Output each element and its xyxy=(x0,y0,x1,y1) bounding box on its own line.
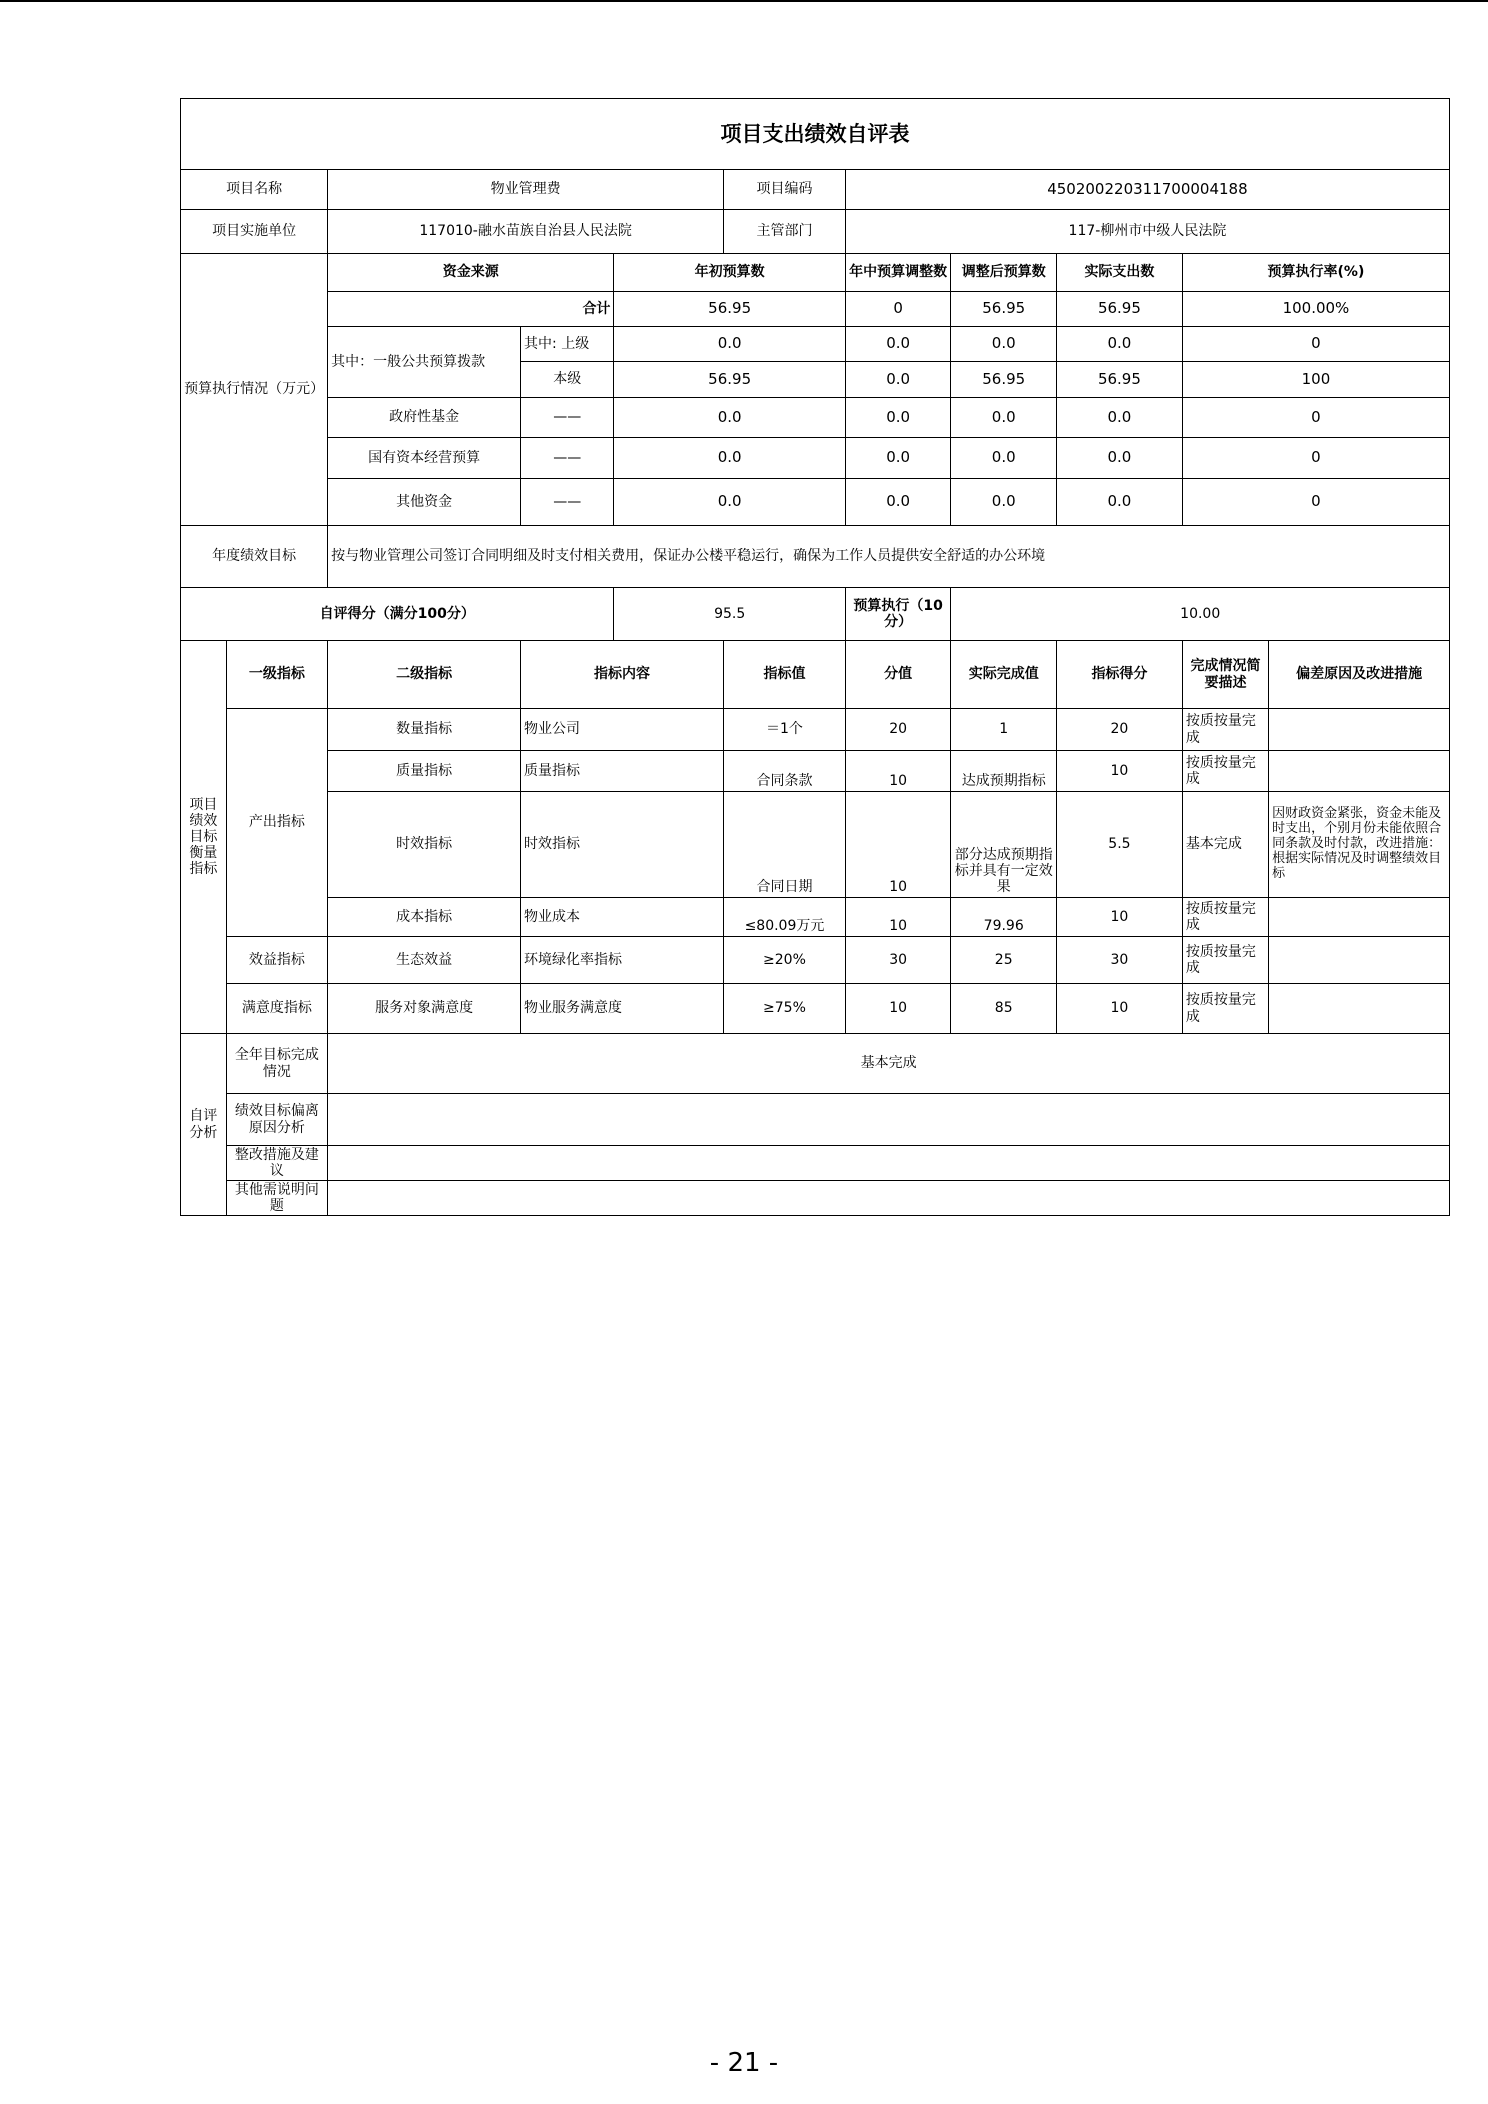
other-funds-dash: —— xyxy=(521,479,614,526)
local-actual: 56.95 xyxy=(1057,362,1183,398)
state-capital-rate: 0 xyxy=(1182,438,1449,479)
table-title: 项目支出绩效自评表 xyxy=(181,99,1450,170)
state-capital-label: 国有资本经营预算 xyxy=(328,438,521,479)
col-level2-indicator: 二级指标 xyxy=(328,641,521,709)
table-row-reason xyxy=(1269,751,1450,792)
gov-fund-adjusted: 0.0 xyxy=(951,398,1057,438)
total-label: 合计 xyxy=(328,292,614,327)
table-row-actual: 79.96 xyxy=(951,898,1057,937)
dept-value: 117-柳州市中级人民法院 xyxy=(845,210,1449,254)
deviation-value xyxy=(328,1094,1450,1146)
col-actual-expense: 实际支出数 xyxy=(1057,254,1183,292)
top-border-line xyxy=(0,0,1488,2)
gov-fund-initial: 0.0 xyxy=(614,398,845,438)
table-row-level2: 服务对象满意度 xyxy=(328,984,521,1034)
table-row-value: ≥75% xyxy=(724,984,846,1034)
table-row-desc: 按质按量完成 xyxy=(1182,751,1268,792)
table-row-score: 20 xyxy=(1057,709,1183,751)
analysis-section-label: 自评分析 xyxy=(181,1034,227,1216)
table-row-value: ≥20% xyxy=(724,937,846,984)
table-row-content: 物业成本 xyxy=(521,898,724,937)
upper-actual: 0.0 xyxy=(1057,327,1183,362)
gov-fund-rate: 0 xyxy=(1182,398,1449,438)
table-row-points: 10 xyxy=(845,898,951,937)
total-adjusted: 56.95 xyxy=(951,292,1057,327)
self-score-label: 自评得分（满分100分） xyxy=(181,588,614,641)
indicators-section-label: 项目绩效目标衡量指标 xyxy=(181,641,227,1034)
table-row-reason xyxy=(1269,898,1450,937)
state-capital-actual: 0.0 xyxy=(1057,438,1183,479)
table-row-level2: 质量指标 xyxy=(328,751,521,792)
other-funds-midyear: 0.0 xyxy=(845,479,951,526)
other-funds-label: 其他资金 xyxy=(328,479,521,526)
table-row-reason xyxy=(1269,709,1450,751)
gov-fund-dash: —— xyxy=(521,398,614,438)
table-row-content: 物业服务满意度 xyxy=(521,984,724,1034)
gov-fund-label: 政府性基金 xyxy=(328,398,521,438)
col-actual-value: 实际完成值 xyxy=(951,641,1057,709)
benefit-indicator-label: 效益指标 xyxy=(226,937,328,984)
col-indicator-score: 指标得分 xyxy=(1057,641,1183,709)
table-row-value: ＝1个 xyxy=(724,709,846,751)
gov-fund-midyear: 0.0 xyxy=(845,398,951,438)
table-row-actual: 1 xyxy=(951,709,1057,751)
total-actual: 56.95 xyxy=(1057,292,1183,327)
col-adjusted-budget: 调整后预算数 xyxy=(951,254,1057,292)
general-budget-label: 其中：一般公共预算拨款 xyxy=(328,327,521,398)
col-exec-rate: 预算执行率(%) xyxy=(1182,254,1449,292)
local-level-label: 本级 xyxy=(521,362,614,398)
impl-unit-value: 117010-融水苗族自治县人民法院 xyxy=(328,210,724,254)
local-adjusted: 56.95 xyxy=(951,362,1057,398)
upper-midyear: 0.0 xyxy=(845,327,951,362)
table-row-score: 5.5 xyxy=(1057,792,1183,898)
upper-level-label: 其中: 上级 xyxy=(521,327,614,362)
project-code-label: 项目编码 xyxy=(724,170,846,210)
project-name-value: 物业管理费 xyxy=(328,170,724,210)
rectify-value xyxy=(328,1146,1450,1181)
table-row-desc: 基本完成 xyxy=(1182,792,1268,898)
other-funds-rate: 0 xyxy=(1182,479,1449,526)
table-row-points: 10 xyxy=(845,984,951,1034)
table-row-content: 环境绿化率指标 xyxy=(521,937,724,984)
budget-section-label: 预算执行情况（万元） xyxy=(181,254,328,526)
satisfaction-indicator-label: 满意度指标 xyxy=(226,984,328,1034)
col-indicator-value: 指标值 xyxy=(724,641,846,709)
table-row-actual: 85 xyxy=(951,984,1057,1034)
table-row-reason: 因财政资金紧张，资金未能及时支出，个别月份未能依照合同条款及时付款，改进措施：根据实际情况及时调整绩效目标 xyxy=(1269,792,1450,898)
total-midyear: 0 xyxy=(845,292,951,327)
state-capital-midyear: 0.0 xyxy=(845,438,951,479)
table-row-desc: 按质按量完成 xyxy=(1182,709,1268,751)
gov-fund-actual: 0.0 xyxy=(1057,398,1183,438)
performance-self-evaluation-table xyxy=(180,98,1450,1216)
table-row-actual: 25 xyxy=(951,937,1057,984)
other-funds-adjusted: 0.0 xyxy=(951,479,1057,526)
local-rate: 100 xyxy=(1182,362,1449,398)
table-row-value: 合同日期 xyxy=(724,792,846,898)
table-row-desc: 按质按量完成 xyxy=(1182,898,1268,937)
page-number: - 21 - xyxy=(709,2048,779,2078)
total-initial: 56.95 xyxy=(614,292,845,327)
annual-goal-label: 年度绩效目标 xyxy=(181,526,328,588)
state-capital-adjusted: 0.0 xyxy=(951,438,1057,479)
table-row-value: ≤80.09万元 xyxy=(724,898,846,937)
state-capital-dash: —— xyxy=(521,438,614,479)
col-level1-indicator: 一级指标 xyxy=(226,641,328,709)
col-fund-source: 资金来源 xyxy=(328,254,614,292)
table-row-level2: 时效指标 xyxy=(328,792,521,898)
project-code-value: 450200220311700004188 xyxy=(845,170,1449,210)
table-row-desc: 按质按量完成 xyxy=(1182,984,1268,1034)
budget-exec-value: 10.00 xyxy=(951,588,1450,641)
upper-adjusted: 0.0 xyxy=(951,327,1057,362)
table-row-content: 质量指标 xyxy=(521,751,724,792)
other-funds-actual: 0.0 xyxy=(1057,479,1183,526)
table-row-level2: 成本指标 xyxy=(328,898,521,937)
self-score-value: 95.5 xyxy=(614,588,845,641)
impl-unit-label: 项目实施单位 xyxy=(181,210,328,254)
table-row-points: 10 xyxy=(845,792,951,898)
table-row-actual: 部分达成预期指标并具有一定效果 xyxy=(951,792,1057,898)
deviation-label: 绩效目标偏离原因分析 xyxy=(226,1094,328,1146)
table-row-desc: 按质按量完成 xyxy=(1182,937,1268,984)
table-row-score: 10 xyxy=(1057,898,1183,937)
table-row-score: 30 xyxy=(1057,937,1183,984)
table-row-points: 10 xyxy=(845,751,951,792)
dept-label: 主管部门 xyxy=(724,210,846,254)
col-initial-budget: 年初预算数 xyxy=(614,254,845,292)
table-row-points: 20 xyxy=(845,709,951,751)
output-indicator-label: 产出指标 xyxy=(226,709,328,937)
total-rate: 100.00% xyxy=(1182,292,1449,327)
other-issues-label: 其他需说明问题 xyxy=(226,1181,328,1216)
table-row-level2: 生态效益 xyxy=(328,937,521,984)
upper-rate: 0 xyxy=(1182,327,1449,362)
rectify-label: 整改措施及建议 xyxy=(226,1146,328,1181)
project-name-label: 项目名称 xyxy=(181,170,328,210)
local-midyear: 0.0 xyxy=(845,362,951,398)
table-row-points: 30 xyxy=(845,937,951,984)
table-row-level2: 数量指标 xyxy=(328,709,521,751)
state-capital-initial: 0.0 xyxy=(614,438,845,479)
table-row-content: 物业公司 xyxy=(521,709,724,751)
completion-value: 基本完成 xyxy=(328,1034,1450,1094)
completion-label: 全年目标完成情况 xyxy=(226,1034,328,1094)
table-row-reason xyxy=(1269,937,1450,984)
other-issues-value xyxy=(328,1181,1450,1216)
budget-exec-label: 预算执行（10分） xyxy=(845,588,951,641)
table-row-actual: 达成预期指标 xyxy=(951,751,1057,792)
table-row-value: 合同条款 xyxy=(724,751,846,792)
col-completion-desc: 完成情况简要描述 xyxy=(1182,641,1268,709)
local-initial: 56.95 xyxy=(614,362,845,398)
col-points: 分值 xyxy=(845,641,951,709)
table-row-score: 10 xyxy=(1057,984,1183,1034)
table-row-content: 时效指标 xyxy=(521,792,724,898)
table-row-score: 10 xyxy=(1057,751,1183,792)
table-row-reason xyxy=(1269,984,1450,1034)
col-indicator-content: 指标内容 xyxy=(521,641,724,709)
other-funds-initial: 0.0 xyxy=(614,479,845,526)
col-midyear-adjust: 年中预算调整数 xyxy=(845,254,951,292)
col-deviation-reason: 偏差原因及改进措施 xyxy=(1269,641,1450,709)
upper-initial: 0.0 xyxy=(614,327,845,362)
annual-goal-text: 按与物业管理公司签订合同明细及时支付相关费用，保证办公楼平稳运行，确保为工作人员提供安全舒适的办公环境 xyxy=(328,526,1450,588)
